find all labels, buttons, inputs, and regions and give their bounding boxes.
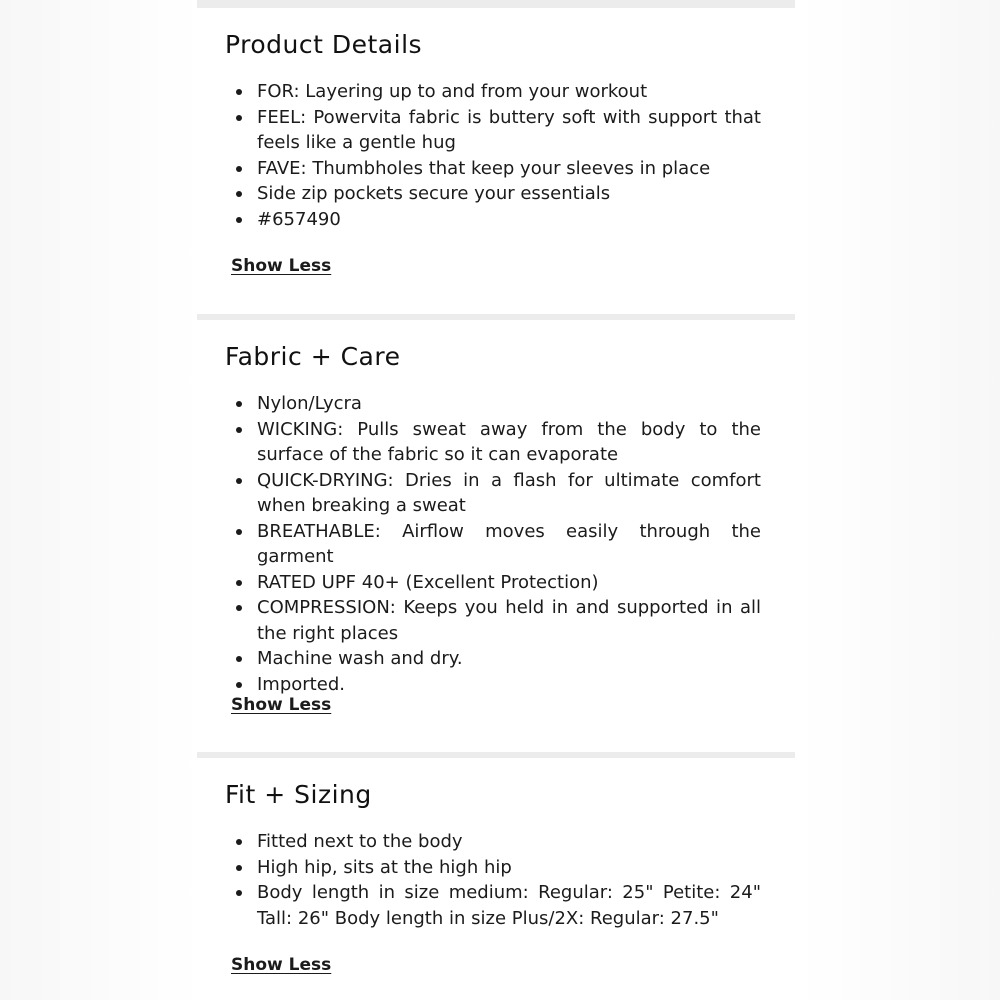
list-item: Body length in size medium: Regular: 25" Petite: 24" Tall: 26" Body length in size Plus/2X: Regular: 27.5" (257, 880, 761, 931)
show-less-button[interactable]: Show Less (231, 955, 332, 975)
section-title: Fit + Sizing (225, 780, 372, 809)
fit-sizing-list (257, 829, 761, 931)
show-less-button[interactable]: Show Less (231, 695, 332, 715)
list-item: Side zip pockets secure your essentials (257, 181, 761, 207)
product-details-list (257, 79, 761, 232)
list-item: BREATHABLE: Airflow moves easily through the garment (257, 519, 761, 570)
fabric-care-list (257, 391, 761, 697)
list-item: #657490 (257, 207, 761, 233)
details-column (197, 0, 795, 1000)
list-item: Imported. (257, 672, 761, 698)
fit-sizing-section (197, 758, 795, 1000)
list-item: FAVE: Thumbholes that keep your sleeves in place (257, 156, 761, 182)
list-item: QUICK-DRYING: Dries in a flash for ultimate comfort when breaking a sweat (257, 468, 761, 519)
list-item: Machine wash and dry. (257, 646, 761, 672)
list-item: High hip, sits at the high hip (257, 855, 761, 881)
list-item: FEEL: Powervita fabric is buttery soft with support that feels like a gentle hug (257, 105, 761, 156)
list-item: FOR: Layering up to and from your workout (257, 79, 761, 105)
list-item: Fitted next to the body (257, 829, 761, 855)
list-item: Nylon/Lycra (257, 391, 761, 417)
section-title: Product Details (225, 30, 423, 59)
show-less-button[interactable]: Show Less (231, 256, 332, 276)
section-title: Fabric + Care (225, 342, 401, 371)
list-item: COMPRESSION: Keeps you held in and supported in all the right places (257, 595, 761, 646)
product-details-section (197, 8, 795, 314)
fabric-care-section (197, 320, 795, 752)
list-item: RATED UPF 40+ (Excellent Protection) (257, 570, 761, 596)
list-item: WICKING: Pulls sweat away from the body to the surface of the fabric so it can evaporate (257, 417, 761, 468)
